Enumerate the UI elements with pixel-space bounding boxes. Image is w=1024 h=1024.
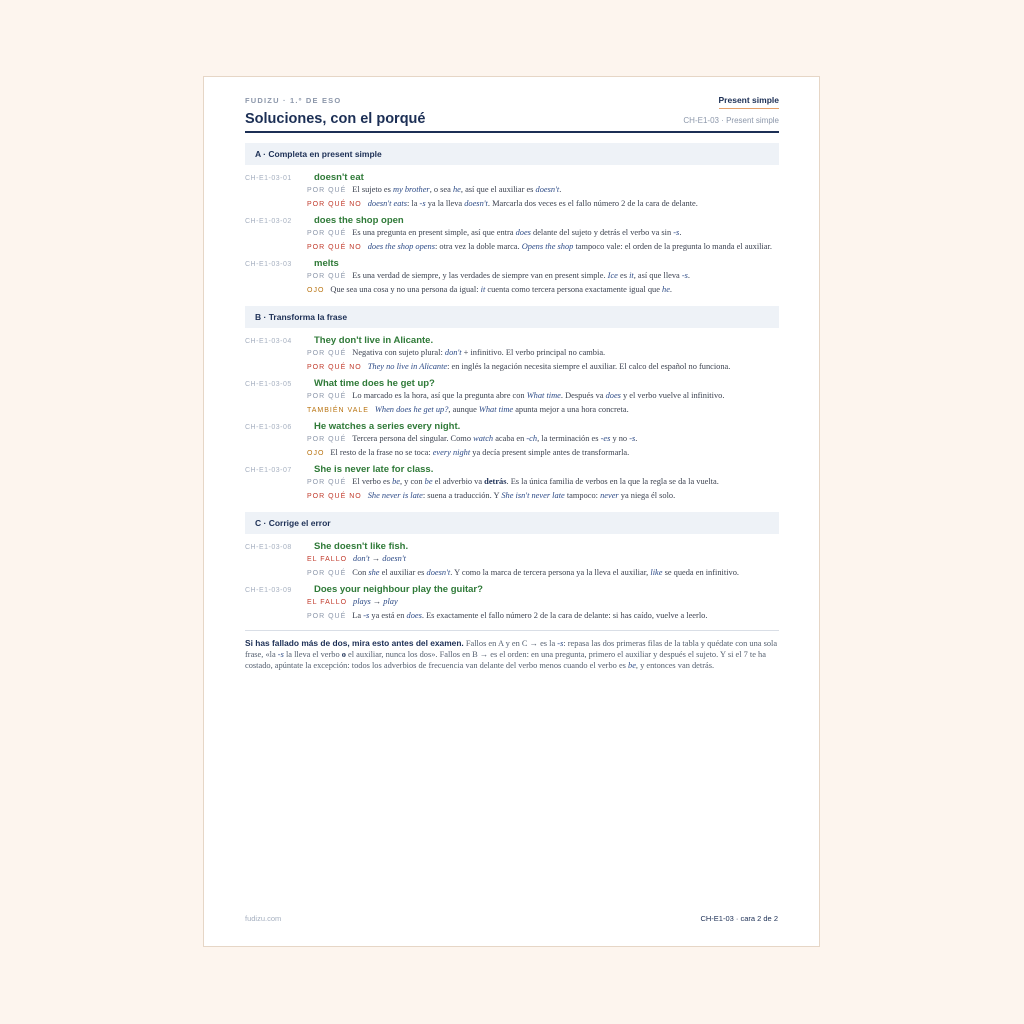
text: , y entonces van detrás. [635, 661, 715, 670]
highlight: never [600, 491, 619, 500]
text: : suena a traducción. Y [422, 491, 502, 500]
text: tampoco vale: el orden de la pregunta lo manda el auxiliar. [573, 242, 772, 251]
text: La [352, 611, 364, 620]
question-id: CH-E1-03-01 [245, 175, 292, 182]
highlight: every night [432, 448, 471, 457]
highlight: play [383, 597, 398, 606]
text: : repasa las dos primeras filas de la tabla y quédate con una sola frase, «la [245, 639, 778, 659]
fallo-line [307, 553, 779, 565]
text: delante del sujeto y detrás el verbo va sin [530, 228, 674, 237]
answer-text: does the shop open [314, 215, 404, 226]
highlight: he [452, 185, 461, 194]
why-line [307, 567, 779, 579]
ojo-line [307, 447, 779, 459]
ojo-line [307, 284, 779, 296]
text: y no [610, 434, 630, 443]
why-not-tag: POR QUÉ NO [307, 201, 362, 208]
answer-item [245, 172, 779, 210]
why-line [307, 184, 779, 196]
highlight: she [368, 568, 380, 577]
highlight: They no live in Alicante [367, 362, 448, 371]
highlight: don't [353, 554, 370, 563]
why-tag: POR QUÉ [307, 570, 347, 577]
question-id: CH-E1-03-06 [245, 424, 292, 431]
fallo-tag: EL FALLO [307, 556, 348, 563]
highlight: -s [277, 650, 284, 659]
arrow-text: → [369, 554, 383, 563]
text: , la terminación es [537, 434, 601, 443]
text: ya está en [369, 611, 407, 620]
why-line [307, 347, 779, 359]
highlight: don't [444, 348, 462, 357]
text: el adverbio va [432, 477, 485, 486]
why-not-line [307, 361, 779, 373]
highlight: -s [419, 199, 426, 208]
highlight: doesn't [464, 199, 488, 208]
text: el auxiliar es [379, 568, 427, 577]
ojo-tag: OJO [307, 450, 325, 457]
highlight: doesn't eats [367, 199, 407, 208]
page-number: CH-E1-03 · cara 2 de 2 [700, 914, 778, 923]
highlight: -s [629, 434, 636, 443]
text: . Y como la marca de tercera persona ya la lleva el auxiliar, [450, 568, 651, 577]
text: El verbo es [352, 477, 393, 486]
text: : la [406, 199, 420, 208]
text: la lleva el verbo [283, 650, 342, 659]
highlight: She isn't never late [501, 491, 565, 500]
highlight: doesn't [382, 554, 406, 563]
bold-text: o [341, 650, 346, 659]
review-note [245, 630, 779, 671]
text: ya la lleva [425, 199, 465, 208]
highlight: plays [353, 597, 371, 606]
answer-item [245, 541, 779, 579]
section-c-header: C · Corrige el error [245, 512, 779, 534]
site-url: fudizu.com [245, 914, 282, 923]
why-line [307, 610, 779, 622]
answer-item [245, 584, 779, 622]
why-line [307, 476, 779, 488]
highlight: She never is late [367, 491, 423, 500]
answer-text: Does your neighbour play the guitar? [314, 584, 483, 595]
highlight: What time [526, 391, 561, 400]
text: ya decía present simple antes de transformarla. [470, 448, 630, 457]
question-id: CH-E1-03-04 [245, 338, 292, 345]
why-not-tag: POR QUÉ NO [307, 244, 362, 251]
answer-text: She is never late for class. [314, 464, 434, 475]
text: , aunque [448, 405, 479, 414]
why-not-line [307, 490, 779, 502]
text: acaba en [493, 434, 527, 443]
question-id: CH-E1-03-07 [245, 467, 292, 474]
text: El resto de la frase no se toca: [330, 448, 433, 457]
why-tag: POR QUÉ [307, 273, 347, 280]
topic-label: Present simple [719, 95, 779, 109]
why-tag: POR QUÉ [307, 187, 347, 194]
highlight: What time [478, 405, 514, 414]
why-tag: POR QUÉ [307, 230, 347, 237]
text: Lo marcado es la hora, así que la pregunta abre con [352, 391, 527, 400]
highlight: it [629, 271, 634, 280]
text: tampoco: [564, 491, 601, 500]
answer-text: What time does he get up? [314, 378, 435, 389]
text: . [635, 434, 638, 443]
why-not-line [307, 241, 779, 253]
highlight: he [662, 285, 670, 294]
text: . [679, 228, 682, 237]
text: . Es exactamente el fallo número 2 de la cara de delante: si has caído, vuelve a leerlo. [421, 611, 708, 620]
highlight: -s [557, 639, 564, 648]
highlight: doesn't [426, 568, 451, 577]
title-row [245, 111, 779, 133]
highlight: Opens the shop [521, 242, 574, 251]
highlight: Ice [607, 271, 618, 280]
answer-item [245, 378, 779, 416]
text: el auxiliar, nunca los dos». Fallos en B → es el orden: en una pregunta, primero el auxiliar y después el sujeto. Y si el 7 te ha costado, apúntate la excepción: todos los adverbios de frecuencia van delante del verbo menos cuando el verbo es [245, 650, 766, 670]
why-not-line [307, 198, 779, 210]
worksheet-page [203, 76, 820, 947]
why-not-tag: POR QUÉ NO [307, 493, 362, 500]
why-line [307, 390, 779, 402]
answer-text: melts [314, 258, 339, 269]
answer-text: They don't live in Alicante. [314, 335, 434, 346]
question-id: CH-E1-03-08 [245, 544, 292, 551]
answer-text: doesn't eat [314, 172, 364, 183]
why-tag: POR QUÉ [307, 479, 347, 486]
also-valid-tag: TAMBIÉN VALE [307, 407, 369, 414]
bold-text: detrás [484, 477, 507, 486]
text: . [687, 271, 691, 280]
text: : otra vez la doble marca. [434, 242, 522, 251]
answer-item [245, 258, 779, 296]
text: . [559, 185, 562, 194]
page-title: Soluciones, con el porqué [245, 111, 426, 127]
review-note-lead: Si has fallado más de dos, mira esto antes del examen. [245, 638, 464, 648]
answer-item [245, 421, 779, 459]
text: . Después va [560, 391, 606, 400]
brand-label: FUDIZU · 1.º DE ESO [245, 96, 342, 105]
text: + infinitivo. El verbo principal no cambia. [461, 348, 606, 357]
text: Que sea una cosa y no una persona da igual: [330, 285, 481, 294]
highlight: like [650, 568, 663, 577]
worksheet-code: CH-E1-03 · Present simple [683, 116, 779, 125]
highlight: does [605, 391, 621, 400]
highlight: be [424, 477, 433, 486]
text: , así que el auxiliar es [460, 185, 536, 194]
question-id: CH-E1-03-02 [245, 218, 292, 225]
answer-item [245, 335, 779, 373]
question-id: CH-E1-03-05 [245, 381, 292, 388]
text: Fallos en A y en C → es la [463, 639, 558, 648]
text: , o sea [429, 185, 453, 194]
text: se queda en infinitivo. [662, 568, 739, 577]
text: y el verbo vuelve al infinitivo. [620, 391, 725, 400]
question-id: CH-E1-03-09 [245, 587, 292, 594]
text: Con [352, 568, 369, 577]
text: . Marcarla dos veces es el fallo número 2 de la cara de delante. [487, 199, 698, 208]
answer-item [245, 215, 779, 253]
fallo-line [307, 596, 779, 608]
why-line [307, 227, 779, 239]
text: Es una pregunta en present simple, así que entra [352, 228, 516, 237]
why-line [307, 270, 779, 282]
highlight: does [406, 611, 422, 620]
why-tag: POR QUÉ [307, 613, 347, 620]
text: es [617, 271, 630, 280]
section-a-header: A · Completa en present simple [245, 143, 779, 165]
highlight: When does he get up? [374, 405, 449, 414]
highlight: it [480, 285, 486, 294]
text: Negativa con sujeto plural: [352, 348, 445, 357]
text: , y con [399, 477, 425, 486]
text: . [669, 285, 673, 294]
highlight: doesn't [535, 185, 560, 194]
highlight: does the shop opens [367, 242, 435, 251]
why-not-tag: POR QUÉ NO [307, 364, 362, 371]
highlight: -s [363, 611, 370, 620]
answer-text: She doesn't like fish. [314, 541, 409, 552]
text: cuenta como tercera persona exactamente igual que [485, 285, 663, 294]
text: , así que lleva [633, 271, 682, 280]
why-tag: POR QUÉ [307, 350, 347, 357]
text: Tercera persona del singular. Como [352, 434, 474, 443]
why-tag: POR QUÉ [307, 393, 347, 400]
also-valid-line [307, 404, 779, 416]
text: El sujeto es [352, 185, 394, 194]
text: : en inglés la negación necesita siempre el auxiliar. El calco del español no funciona. [447, 362, 731, 371]
question-id: CH-E1-03-03 [245, 261, 292, 268]
highlight: my brother [393, 185, 430, 194]
highlight: does [515, 228, 531, 237]
highlight: be [392, 477, 400, 486]
section-b-header: B · Transforma la frase [245, 306, 779, 328]
highlight: -ch [526, 434, 538, 443]
text: apunta mejor a una hora concreta. [513, 405, 629, 414]
text: Es una verdad de siempre, y las verdades de siempre van en present simple. [352, 271, 608, 280]
highlight: -es [600, 434, 611, 443]
why-tag: POR QUÉ [307, 436, 347, 443]
answer-item [245, 464, 779, 502]
highlight: watch [473, 434, 494, 443]
highlight: -s [681, 271, 688, 280]
text: . Es la única familia de verbos en la que la regla se da la vuelta. [506, 477, 719, 486]
why-line [307, 433, 779, 445]
highlight: -s [673, 228, 680, 237]
ojo-tag: OJO [307, 287, 325, 294]
highlight: be [628, 661, 636, 670]
answer-text: He watches a series every night. [314, 421, 461, 432]
page-footer [245, 914, 778, 923]
page-content [245, 95, 779, 671]
text: ya niega él solo. [618, 491, 676, 500]
fallo-tag: EL FALLO [307, 599, 348, 606]
arrow-text: → [370, 597, 384, 606]
